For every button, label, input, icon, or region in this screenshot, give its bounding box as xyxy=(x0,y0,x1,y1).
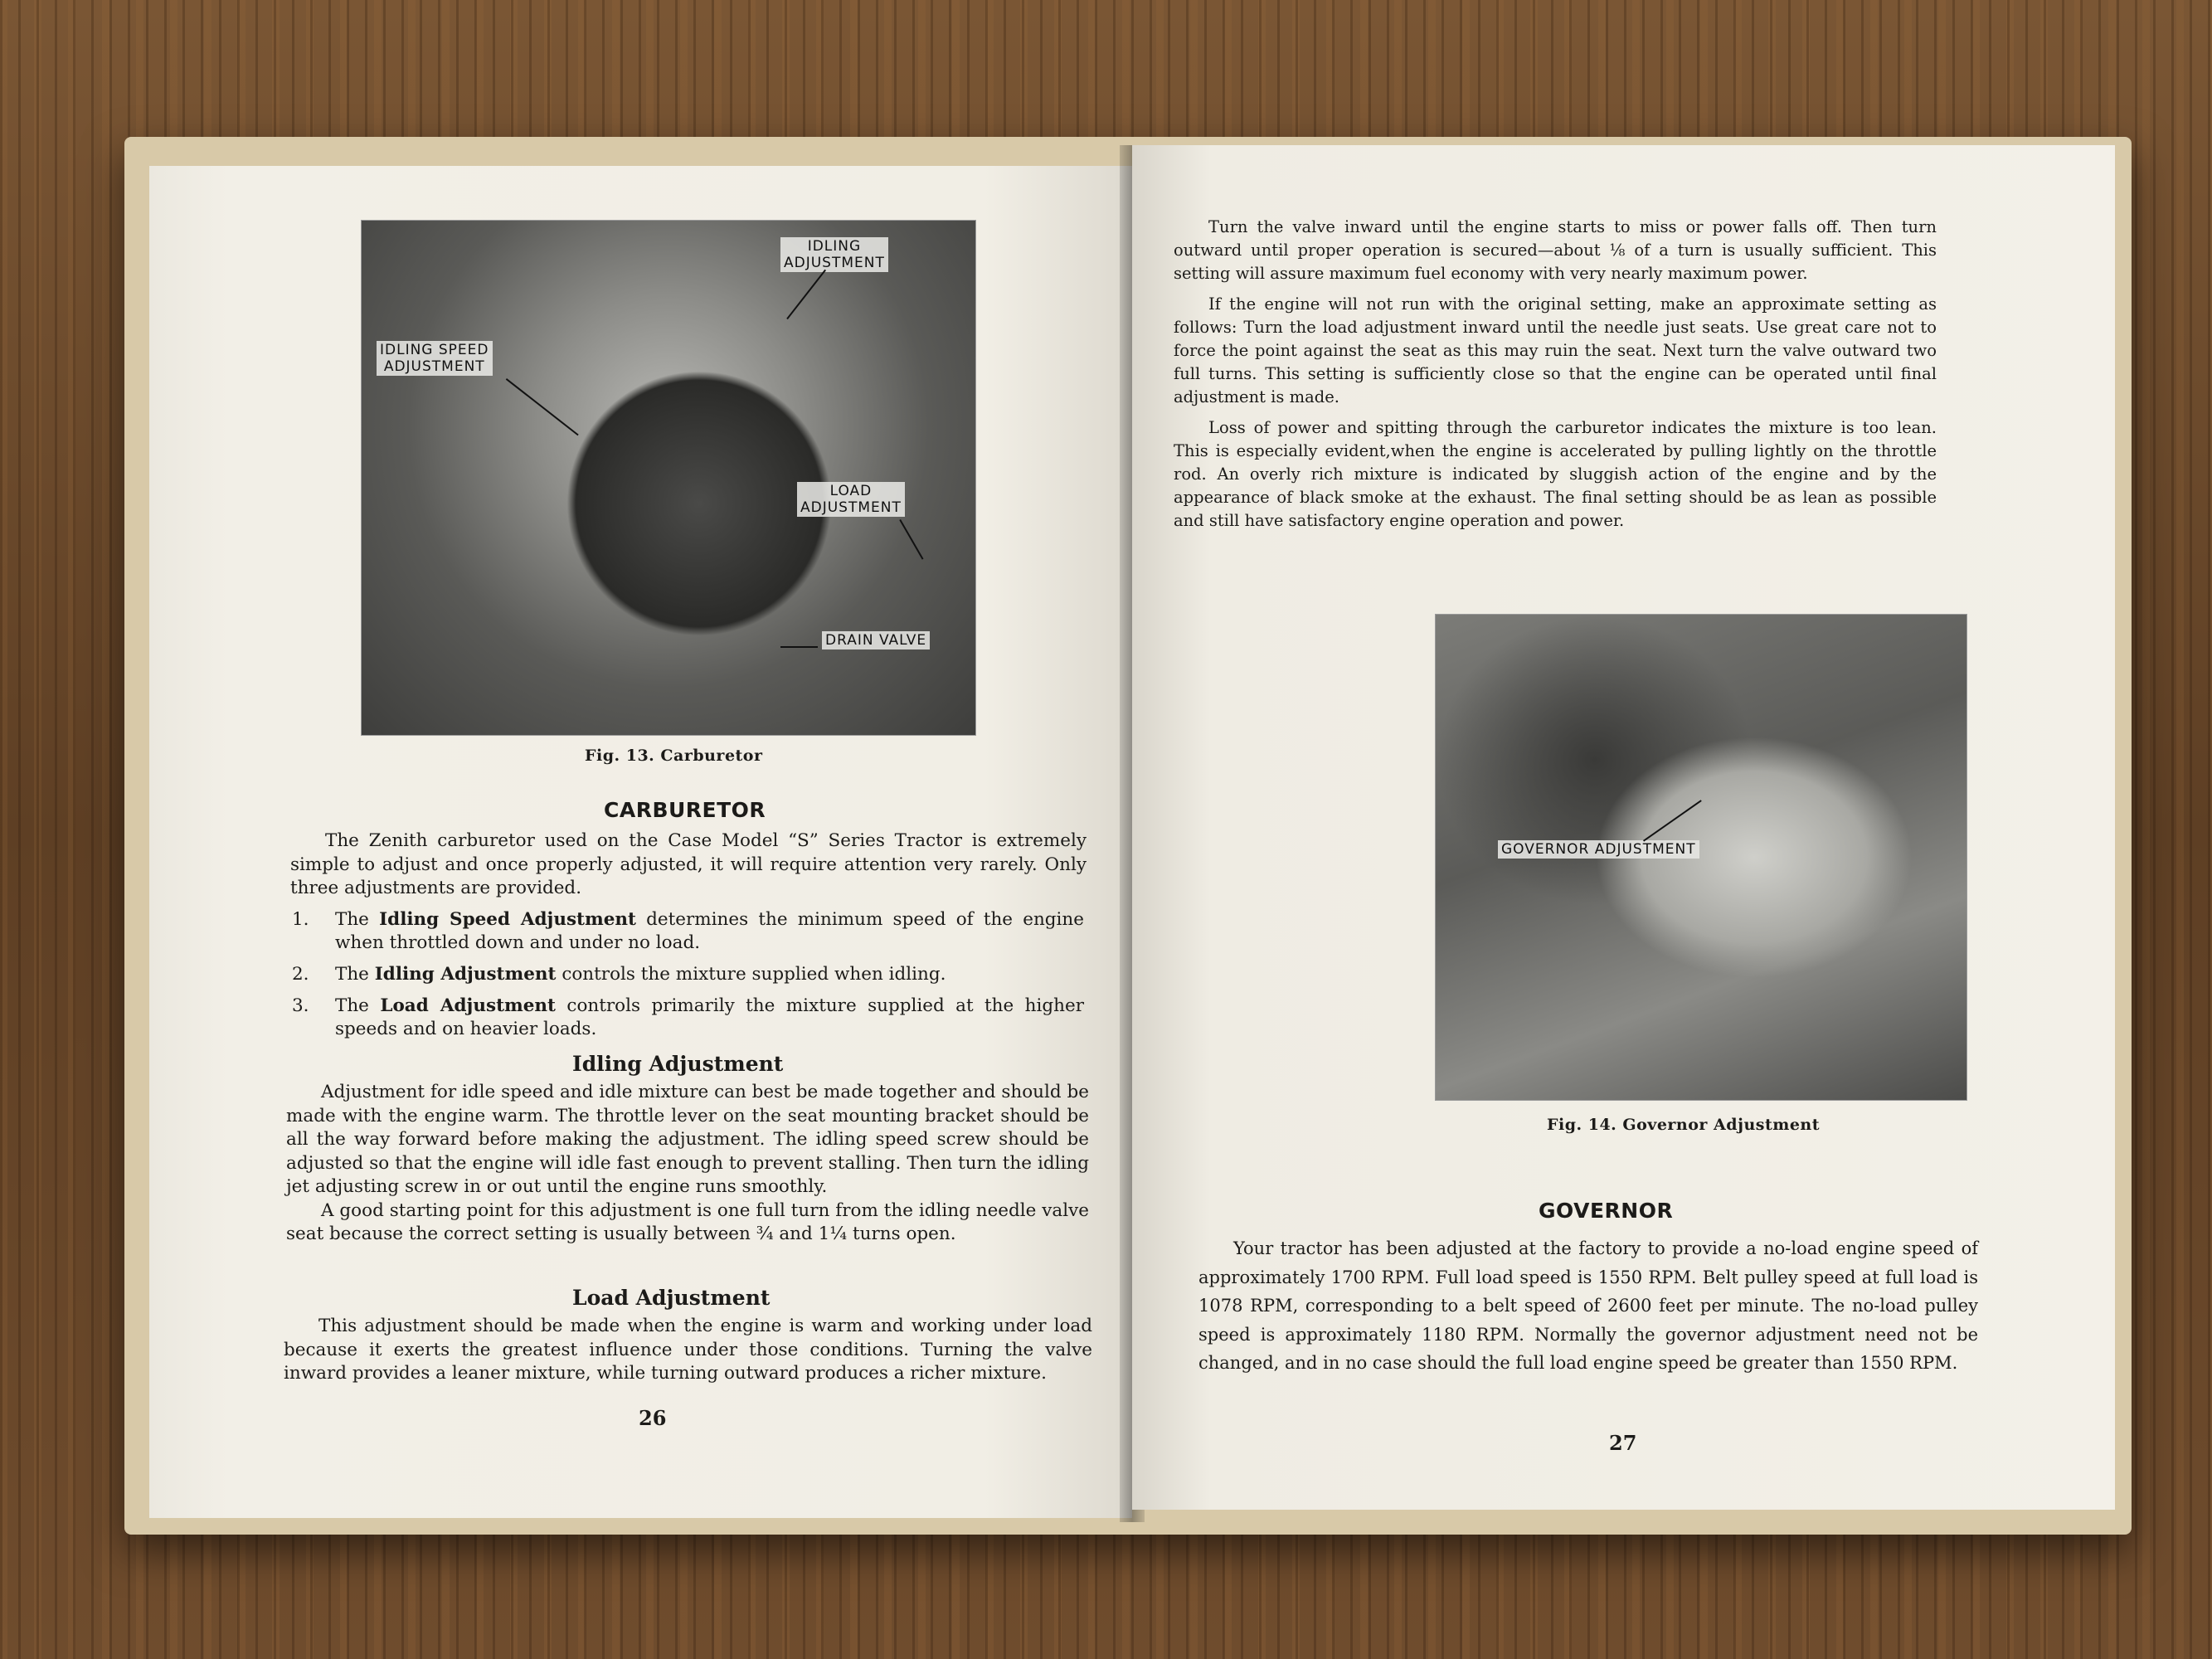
governor-paragraph: Your tractor has been adjusted at the factory to provide a no-load engine speed of approximately 1700 RPM. Full load speed is 1550 RPM. Belt pulley speed at full load is 1078 RPM, corresponding to a belt speed of 2600 feet per minute. The no-load pulley speed is approximately 1180 RPM. Normally the governor adjustment need not be changed, and in no case should the full load engine speed be greater than 1550 RPM. xyxy=(1198,1238,1978,1373)
load-adjustment-heading: Load Adjustment xyxy=(572,1286,771,1310)
callout-load-line2: ADJUSTMENT xyxy=(800,499,902,516)
list-number: 1. xyxy=(292,909,309,930)
page-number-right: 27 xyxy=(1609,1431,1637,1455)
callout-idling-speed-adjustment xyxy=(377,341,493,376)
callout-idling-adjustment xyxy=(780,237,888,272)
load-adjustment-body xyxy=(284,1315,1092,1386)
leader-idling-speed xyxy=(506,378,579,435)
leader-idling xyxy=(786,270,826,319)
callout-drain-valve xyxy=(822,631,930,649)
figure-14-caption: Fig. 14. Governor Adjustment xyxy=(1547,1116,1821,1134)
governor-photo xyxy=(1435,614,1967,1101)
governor-body xyxy=(1198,1234,1978,1384)
list-number: 3. xyxy=(292,995,309,1016)
list-item-term: Idling Adjustment xyxy=(374,964,557,985)
list-item xyxy=(292,963,1084,986)
idling-adjustment-heading: Idling Adjustment xyxy=(572,1052,784,1076)
list-item-term: Load Adjustment xyxy=(380,995,556,1016)
page-number-left: 26 xyxy=(639,1406,667,1430)
list-item-desc: controls primarily the mixture supplied at the higher speeds and on heavier loads. xyxy=(335,995,1085,1039)
callout-idling-adjustment-line1: IDLING xyxy=(807,238,862,255)
callout-load-line1: LOAD xyxy=(829,483,873,499)
load-paragraph-1: This adjustment should be made when the engine is warm and working under load because it exerts the greatest influence under those conditions. Turning the valve inward provides a leaner mixture, while turning outward produces a richer mixture. xyxy=(284,1316,1092,1384)
idling-paragraph-1: Adjustment for idle speed and idle mixture can best be made together and should be made with the engine warm. The throttle lever on the seat mounting bracket should be all the way forward before making the adjustment. The idling speed screw should be adjusted so that the engine will idle fast enough to prevent stalling. Then turn the idling jet adjusting screw in or out until the engine runs smoothly. xyxy=(286,1082,1089,1197)
right-paragraph-3: Loss of power and spitting through the carburetor indicates the mixture is too lean. This is especially evident,when the engine is accelerated by pulling lightly on the throttle rod. An overly rich mixture is indicated by sluggish action of the engine and by the appearance of black smoke at the exhaust. The final setting should be as lean as possible and still have satisfactory engine operation and power. xyxy=(1174,417,1937,531)
callout-idling-speed-line2: ADJUSTMENT xyxy=(383,358,485,375)
idling-adjustment-body xyxy=(286,1081,1089,1247)
right-intro-body xyxy=(1174,216,1937,540)
callout-drain-valve-text: DRAIN VALVE xyxy=(825,632,927,649)
list-item-desc: controls the mixture supplied when idling. xyxy=(556,964,946,985)
right-paragraph-2: If the engine will not run with the original setting, make an approximate setting as follows: Turn the load adjustment inward until the needle just seats. Use great care not to force the point against the seat as this may ruin the seat. Next turn the valve outward two full turns. This setting is sufficiently close so that the engine can be operated until final adjustment is made. xyxy=(1174,294,1937,407)
list-item-pre: The xyxy=(335,909,380,930)
carburetor-intro xyxy=(290,830,1203,901)
list-item-pre: The xyxy=(335,995,381,1016)
leader-governor xyxy=(1643,800,1702,841)
callout-governor-adjustment: GOVERNOR ADJUSTMENT xyxy=(1498,840,1699,859)
list-number: 2. xyxy=(292,964,309,985)
callout-idling-adjustment-line2: ADJUSTMENT xyxy=(784,255,885,271)
callout-load-adjustment xyxy=(797,482,905,517)
list-item-pre: The xyxy=(335,964,375,985)
carburetor-intro-text: The Zenith carburetor used on the Case Model “S” Series Tractor is extremely simple to adjust and once properly adjusted, it will require attention very rarely. Only three adjustments are provided. xyxy=(290,830,1087,898)
list-item-term: Idling Speed Adjustment xyxy=(379,909,636,930)
leader-load xyxy=(899,519,923,560)
governor-heading: GOVERNOR xyxy=(1539,1199,1674,1223)
list-item xyxy=(292,908,1084,955)
figure-13-caption: Fig. 13. Carburetor xyxy=(585,747,763,765)
adjustment-list xyxy=(292,908,1084,1049)
leader-drain xyxy=(780,646,818,648)
list-item-desc: determines the minimum speed of the engine when throttled down and under no load. xyxy=(335,909,1084,953)
right-page xyxy=(1132,145,2115,1510)
callout-idling-speed-line1: IDLING SPEED xyxy=(380,342,489,358)
carburetor-heading: CARBURETOR xyxy=(604,798,766,822)
right-paragraph-1: Turn the valve inward until the engine starts to miss or power falls off. Then turn outward until proper operation is secured—about ⅛ of a turn is usually sufficient. This setting will assure maximum fuel economy with very nearly maximum power. xyxy=(1174,217,1937,284)
open-booklet xyxy=(124,137,2132,1535)
idling-paragraph-2: A good starting point for this adjustment is one full turn from the idling needle valve seat because the correct setting is usually between ¾ and 1¼ turns open. xyxy=(286,1199,1089,1244)
list-item xyxy=(292,995,1084,1041)
carburetor-photo xyxy=(361,220,976,736)
left-page xyxy=(149,166,1132,1518)
